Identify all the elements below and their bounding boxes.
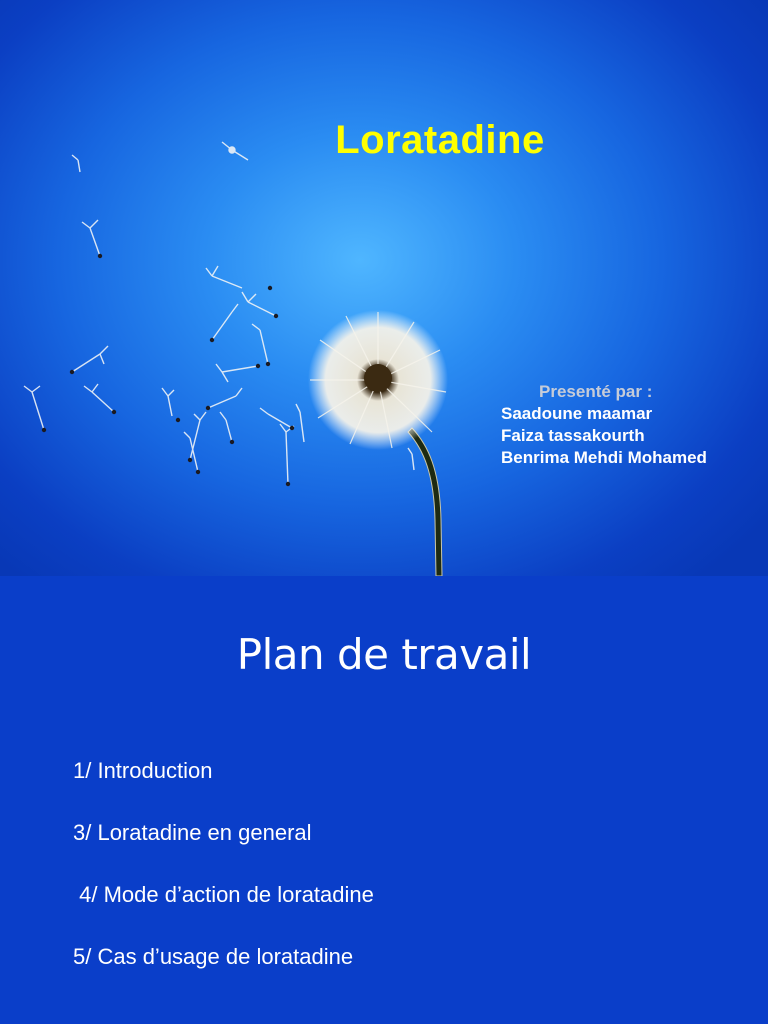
dandelion-head xyxy=(308,310,448,450)
plan-title: Plan de travail xyxy=(236,630,532,679)
seed-tips xyxy=(42,254,294,486)
presenter-name: Faiza tassakourth xyxy=(501,426,645,445)
dandelion-stem xyxy=(408,428,442,576)
presenter-name: Saadoune maamar xyxy=(501,404,653,423)
plan-item: 4/ Mode d’action de loratadine xyxy=(73,882,374,907)
plan-item: 1/ Introduction xyxy=(73,758,213,783)
plan-list xyxy=(73,754,374,1002)
presenter-name: Benrima Mehdi Mohamed xyxy=(501,448,707,467)
plan-item: 5/ Cas d’usage de loratadine xyxy=(73,944,354,969)
plan-slide xyxy=(0,576,768,1024)
slide-title: Loratadine xyxy=(335,118,545,162)
presented-by-label: Presenté par : xyxy=(539,382,653,401)
presenter-block xyxy=(501,381,707,469)
plan-item: 3/ Loratadine en general xyxy=(73,820,312,845)
